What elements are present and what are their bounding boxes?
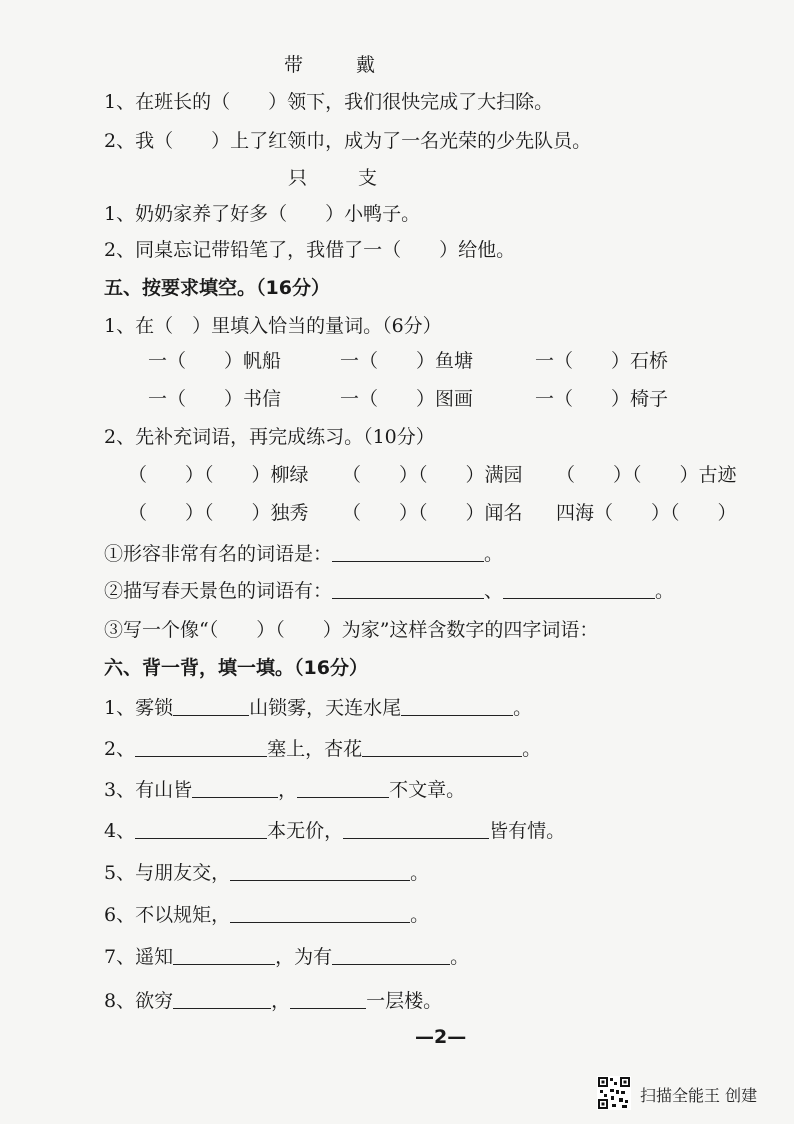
recite-line-3: 3、有山皆 ， 不文章。 [104, 779, 466, 801]
answer-blank[interactable] [297, 779, 389, 798]
answer-blank[interactable] [343, 820, 489, 839]
answer-blank[interactable] [230, 862, 410, 881]
answer-blank[interactable] [173, 946, 275, 965]
word-zhi-1: 只 [288, 167, 308, 189]
exercise-1: ①形容非常有名的词语是： 。 [104, 543, 504, 565]
recite-line-2: 2、 塞上，杏花 。 [104, 738, 542, 760]
answer-blank[interactable] [332, 543, 484, 562]
recite-line-8: 8、欲穷 ， 一层楼。 [104, 990, 443, 1012]
group1-question-1: 1、在班长的（ ）领下，我们很快完成了大扫除。 [104, 91, 554, 113]
answer-blank[interactable] [192, 779, 278, 798]
measure-word-item: 一（ ）鱼塘 [340, 350, 474, 372]
answer-blank[interactable] [230, 904, 410, 923]
recite-line-6: 6、不以规矩， 。 [104, 904, 430, 926]
answer-blank[interactable] [503, 580, 655, 599]
recite-line-1: 1、雾锁 山锁雾，天连水尾 。 [104, 697, 533, 719]
idiom-item: 四海（ ）（ ） [556, 502, 737, 524]
recite-line-4: 4、 本无价， 皆有情。 [104, 820, 566, 842]
word-dai-1: 带 [284, 54, 304, 76]
exercise-3: ③写一个像“（ ）（ ）为家”这样含数字的四字词语： [104, 619, 599, 641]
section5-sub2: 2、先补充词语，再完成练习。（10分） [104, 426, 435, 448]
answer-blank[interactable] [290, 990, 366, 1009]
section6-title: 六、背一背，填一填。（16分） [104, 657, 368, 679]
idiom-item: （ ）（ ）满园 [342, 464, 523, 486]
measure-word-item: 一（ ）图画 [340, 388, 474, 410]
answer-blank[interactable] [173, 697, 249, 716]
page-number: —2— [415, 1026, 467, 1048]
measure-word-item: 一（ ）书信 [148, 388, 282, 410]
answer-blank[interactable] [135, 738, 267, 757]
exercise-2: ②描写春天景色的词语有： 、 。 [104, 580, 675, 602]
section5-title: 五、按要求填空。（16分） [104, 277, 330, 299]
answer-blank[interactable] [135, 820, 267, 839]
recite-line-7: 7、遥知 ，为有 。 [104, 946, 470, 968]
answer-blank[interactable] [332, 946, 450, 965]
answer-blank[interactable] [362, 738, 522, 757]
measure-word-item: 一（ ）帆船 [148, 350, 282, 372]
group2-question-2: 2、同桌忘记带铅笔了，我借了一（ ）给他。 [104, 239, 516, 261]
idiom-item: （ ）（ ）古迹 [556, 464, 737, 486]
group1-question-2: 2、我（ ）上了红领巾，成为了一名光荣的少先队员。 [104, 130, 592, 152]
idiom-item: （ ）（ ）闻名 [342, 502, 523, 524]
measure-word-item: 一（ ）椅子 [535, 388, 669, 410]
answer-blank[interactable] [173, 990, 271, 1009]
scanner-watermark: 扫描全能王 创建 [640, 1086, 758, 1105]
group2-question-1: 1、奶奶家养了好多（ ）小鸭子。 [104, 203, 421, 225]
answer-blank[interactable] [401, 697, 513, 716]
answer-blank[interactable] [332, 580, 484, 599]
qr-code-icon [597, 1076, 631, 1110]
recite-line-5: 5、与朋友交， 。 [104, 862, 430, 884]
word-dai-2: 戴 [356, 54, 376, 76]
idiom-item: （ ）（ ）柳绿 [128, 464, 309, 486]
word-zhi-2: 支 [358, 167, 378, 189]
idiom-item: （ ）（ ）独秀 [128, 502, 309, 524]
measure-word-item: 一（ ）石桥 [535, 350, 669, 372]
section5-sub1: 1、在（ ）里填入恰当的量词。（6分） [104, 315, 442, 337]
